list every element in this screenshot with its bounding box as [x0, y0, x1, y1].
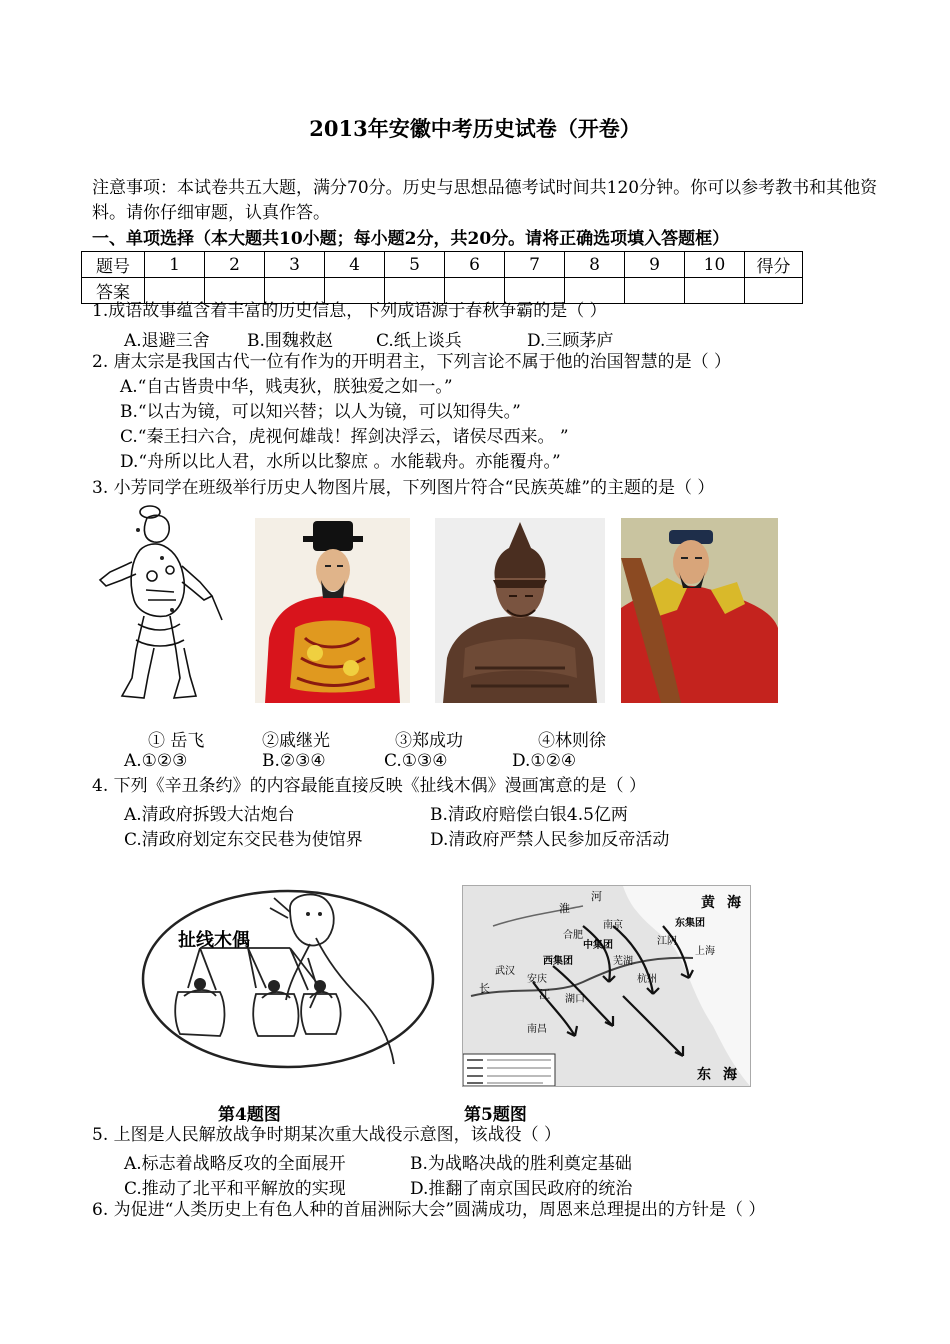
yue-fei-portrait: [92, 500, 227, 705]
q3-label-2: ②戚继光: [262, 731, 330, 751]
question-6-stem: 6. 为促进“人类历史上有色人种的首届洲际大会”圆满成功，周恩来总理提出的方针是（ ）: [92, 1200, 766, 1220]
score-cell: 得分: [745, 252, 803, 278]
q3-option-b[interactable]: B.②③④: [262, 751, 326, 771]
question-2-stem: 2. 唐太宗是我国古代一位有作为的开明君主，下列言论不属于他的治国智慧的是（ ）: [92, 352, 732, 372]
map-label: 中集团: [583, 940, 613, 951]
map-label: 湖口: [565, 994, 585, 1005]
q3-label-3: ③郑成功: [395, 731, 463, 751]
map-label: 西集团: [543, 956, 573, 967]
answer-table: [81, 251, 803, 304]
q4-option-c[interactable]: C.清政府划定东交民巷为使馆界: [124, 830, 363, 850]
qi-jiguang-portrait: [255, 518, 410, 703]
question-4-stem: 4. 下列《辛丑条约》的内容最能直接反映《扯线木偶》漫画寓意的是（ ）: [92, 776, 647, 796]
q2-option-d[interactable]: D.“舟所以比人君，水所以比黎庶 。水能载舟。亦能覆舟。”: [120, 452, 561, 472]
question-number-cell: 7: [505, 252, 565, 278]
question-3-stem: 3. 小芳同学在班级举行历史人物图片展，下列图片符合“民族英雄”的主题的是（ ）: [92, 478, 715, 498]
figure-5-map: [462, 885, 751, 1087]
q2-option-c[interactable]: C.“秦王扫六合，虎视何雄哉！挥剑决浮云，诸侯尽西来。 ”: [120, 427, 569, 447]
map-label: 芜湖: [613, 956, 633, 967]
table-row-label: 答案: [82, 278, 145, 304]
map-label: 江: [539, 988, 550, 1001]
q1-option-c[interactable]: C.纸上谈兵: [376, 331, 462, 351]
question-number-cell: 9: [625, 252, 685, 278]
map-label: 南京: [603, 920, 623, 931]
question-number-cell: 3: [265, 252, 325, 278]
map-label: 黄: [701, 895, 715, 911]
q1-option-b[interactable]: B.围魏救赵: [247, 331, 333, 351]
q3-label-1: ① 岳飞: [148, 731, 205, 751]
answer-cell[interactable]: [625, 278, 685, 304]
cartoon-title: 扯线木偶: [178, 930, 250, 951]
q5-option-d[interactable]: D.推翻了南京国民政府的统治: [410, 1179, 633, 1199]
q3-option-a[interactable]: A.①②③: [124, 751, 188, 771]
q4-option-a[interactable]: A.清政府拆毁大沽炮台: [124, 805, 295, 825]
map-label: 杭州: [637, 974, 657, 985]
score-answer-cell[interactable]: [745, 278, 803, 304]
figure-4-cartoon: [140, 888, 436, 1070]
q3-option-c[interactable]: C.①③④: [384, 751, 448, 771]
table-row-label: 题号: [82, 252, 145, 278]
zheng-chenggong-statue: [435, 518, 605, 703]
q4-option-d[interactable]: D.清政府严禁人民参加反帝活动: [430, 830, 670, 850]
figure-5-caption: 第5题图: [464, 1105, 527, 1125]
map-label: 上海: [695, 946, 715, 957]
map-label: 河: [591, 890, 602, 903]
map-label: 南昌: [527, 1024, 547, 1035]
question-number-cell: 6: [445, 252, 505, 278]
q3-option-d[interactable]: D.①②④: [512, 751, 577, 771]
map-label: 东集团: [675, 918, 705, 929]
q5-option-b[interactable]: B.为战略决战的胜利奠定基础: [410, 1154, 632, 1174]
q3-label-4: ④林则徐: [538, 731, 606, 751]
question-5-stem: 5. 上图是人民解放战争时期某次重大战役示意图，该战役（ ）: [92, 1125, 562, 1145]
answer-cell[interactable]: [685, 278, 745, 304]
page-title: 2013年安徽中考历史试卷（开卷）: [309, 116, 641, 141]
map-label: 江阴: [657, 936, 677, 947]
q1-option-d[interactable]: D.三顾茅庐: [527, 331, 614, 351]
map-label: 淮: [559, 902, 570, 915]
map-label: 海: [727, 895, 741, 911]
section-heading: 一、单项选择（本大题共10小题；每小题2分，共20分。请将正确选项填入答题框）: [92, 229, 730, 249]
figure-4-caption: 第4题图: [218, 1105, 281, 1125]
question-number-cell: 4: [325, 252, 385, 278]
map-label: 安庆: [527, 974, 547, 985]
map-label: 海: [723, 1067, 737, 1083]
lin-zexu-painting: [621, 518, 778, 703]
question-number-cell: 8: [565, 252, 625, 278]
map-label: 东: [697, 1067, 711, 1083]
map-label: 长: [479, 982, 490, 995]
question-1-stem: 1.成语故事蕴含着丰富的历史信息，下列成语源于春秋争霸的是（ ）: [92, 301, 607, 321]
map-label: 武汉: [495, 966, 515, 977]
q2-option-a[interactable]: A.“自古皆贵中华，贱夷狄，朕独爱之如一。”: [120, 377, 453, 397]
answer-table-header-row: [82, 252, 803, 278]
question-number-cell: 1: [145, 252, 205, 278]
q5-option-a[interactable]: A.标志着战略反攻的全面展开: [124, 1154, 346, 1174]
map-label: 合肥: [563, 930, 583, 941]
puppet-cartoon-drawing: [140, 888, 436, 1070]
q5-option-c[interactable]: C.推动了北平和平解放的实现: [124, 1179, 346, 1199]
question-number-cell: 10: [685, 252, 745, 278]
exam-notice: 注意事项：本试卷共五大题，满分70分。历史与思想品德考试时间共120分钟。你可以参考教书和其他资料。请你仔细审题，认真作答。: [92, 178, 878, 223]
question-number-cell: 2: [205, 252, 265, 278]
q4-option-b[interactable]: B.清政府赔偿白银4.5亿两: [430, 805, 628, 825]
q2-option-b[interactable]: B.“以古为镜，可以知兴替；以人为镜，可以知得失。”: [120, 402, 521, 422]
q1-option-a[interactable]: A.退避三舍: [124, 331, 210, 351]
question-number-cell: 5: [385, 252, 445, 278]
